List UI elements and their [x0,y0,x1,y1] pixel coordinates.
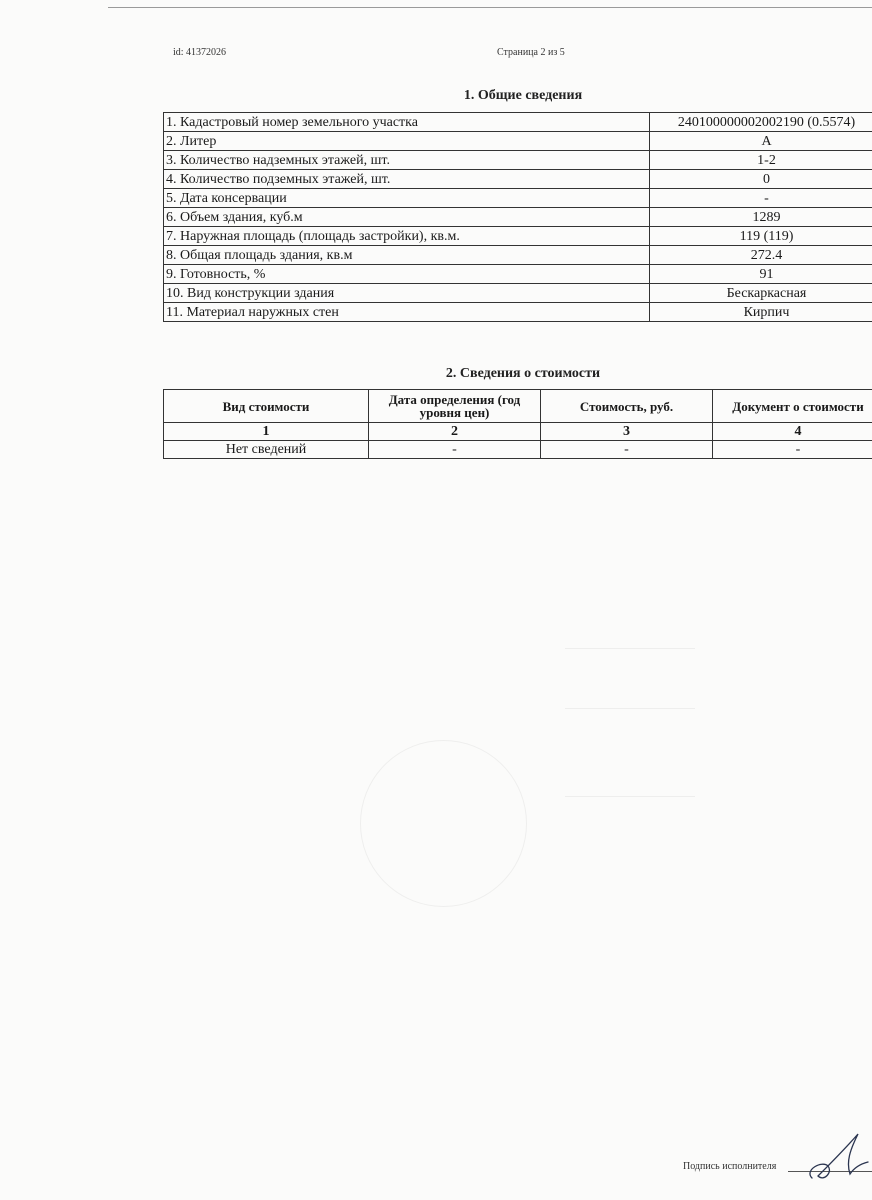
column-number-row [164,423,872,441]
general-info-table [163,112,872,322]
faint-underline [565,796,695,797]
table-row [164,265,872,284]
faint-underline [565,708,695,709]
document-id: id: 41372026 [173,47,227,58]
cost-info-table [163,389,872,459]
row-value: 119 (119) [650,227,872,246]
column-header-date: Дата определения (год уровня цен) [369,390,541,423]
table-row [164,227,872,246]
page-number: Страница 2 из 5 [497,47,565,58]
row-value: 1-2 [650,151,872,170]
column-number: 4 [713,423,872,441]
column-number: 3 [541,423,713,441]
table-cell: - [541,441,713,459]
signature-label: Подпись исполнителя [683,1161,777,1172]
column-number: 1 [164,423,369,441]
row-value: А [650,132,872,151]
row-label: 6. Объем здания, куб.м [164,208,650,227]
signature-icon [800,1128,870,1188]
row-label: 10. Вид конструкции здания [164,284,650,303]
row-label: 11. Материал наружных стен [164,303,650,322]
row-value: 1289 [650,208,872,227]
table-row [164,170,872,189]
table-cell: - [713,441,872,459]
row-value: 0 [650,170,872,189]
table-row [164,303,872,322]
row-value: 91 [650,265,872,284]
table-cell: - [369,441,541,459]
table-row [164,208,872,227]
row-label: 7. Наружная площадь (площадь застройки), кв.м. [164,227,650,246]
row-value: 272.4 [650,246,872,265]
column-header-cost: Стоимость, руб. [541,390,713,423]
faint-stamp-icon [360,740,527,907]
column-number: 2 [369,423,541,441]
row-label: 4. Количество подземных этажей, шт. [164,170,650,189]
row-value: - [650,189,872,208]
section-title-cost: 2. Сведения о стоимости [445,366,601,381]
column-header-document: Документ о стоимости [713,390,872,423]
row-label: 3. Количество надземных этажей, шт. [164,151,650,170]
table-row [164,151,872,170]
table-row [164,284,872,303]
row-value: Кирпич [650,303,872,322]
column-header-cost-type: Вид стоимости [164,390,369,423]
row-label: 5. Дата консервации [164,189,650,208]
row-value: Бескаркасная [650,284,872,303]
table-header-row [164,390,872,423]
table-row [164,113,872,132]
section-title-general: 1. Общие сведения [463,88,583,103]
row-label: 9. Готовность, % [164,265,650,284]
row-value: 240100000002002190 (0.5574) [650,113,872,132]
table-row [164,246,872,265]
table-row [164,441,872,459]
row-label: 2. Литер [164,132,650,151]
row-label: 8. Общая площадь здания, кв.м [164,246,650,265]
top-edge-rule [108,7,872,8]
table-cell: Нет сведений [164,441,369,459]
row-label: 1. Кадастровый номер земельного участка [164,113,650,132]
table-row [164,189,872,208]
table-row [164,132,872,151]
faint-underline [565,648,695,649]
